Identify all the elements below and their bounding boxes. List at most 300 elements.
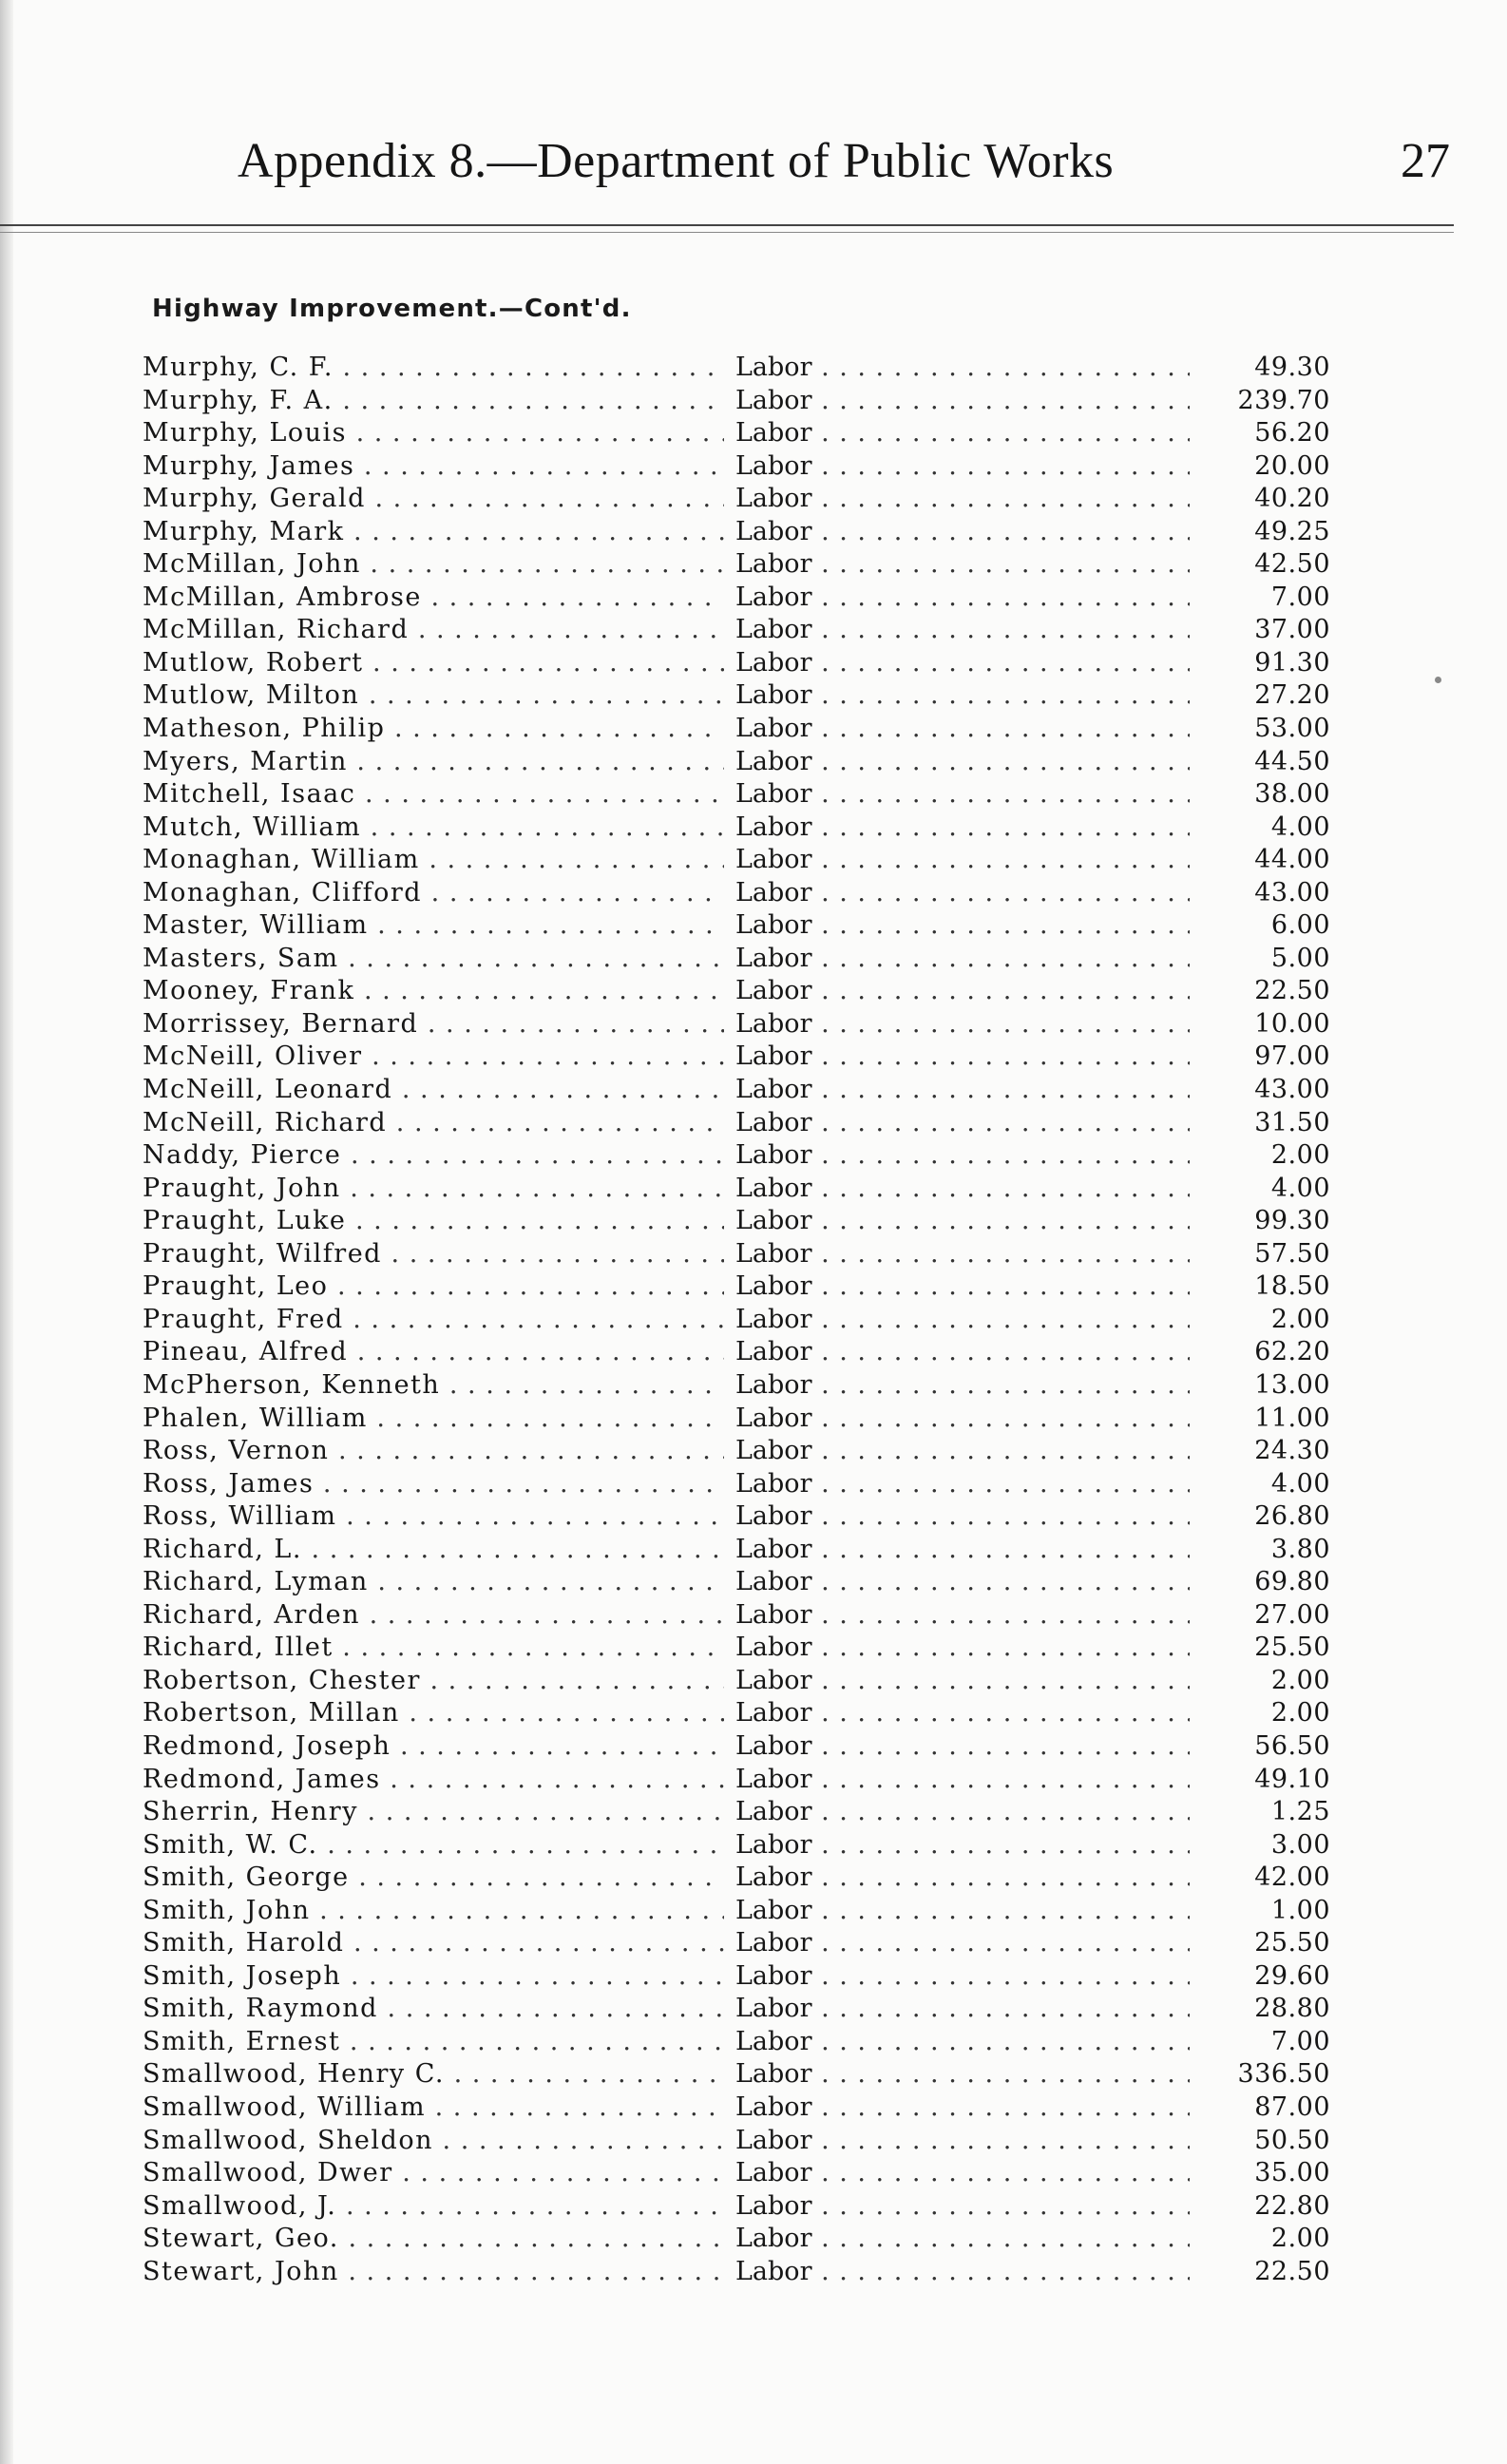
- ledger-row: [143, 352, 1330, 385]
- amount: 25.50: [1190, 1927, 1330, 1960]
- payee-name-cell: [143, 877, 724, 910]
- payee-name: Richard, L. . . .: [143, 1535, 724, 1564]
- ledger-row: [143, 1336, 1330, 1369]
- amount: 49.10: [1190, 1764, 1330, 1797]
- payee-name-cell: [143, 778, 724, 812]
- amount: 13.00: [1190, 1369, 1330, 1403]
- occupation: Labor . . .: [735, 878, 1287, 907]
- amount: 4.00: [1190, 1468, 1330, 1501]
- payee-name: Smallwood, William . . .: [143, 2092, 724, 2122]
- payee-name-cell: [143, 1796, 724, 1829]
- ledger-row: [143, 2256, 1330, 2289]
- payee-name-cell: [143, 2157, 724, 2190]
- payee-name: Smallwood, Dwer . . .: [143, 2158, 724, 2187]
- payee-name-cell: [143, 1008, 724, 1041]
- occupation: Labor . . .: [735, 2027, 1287, 2056]
- occupation: Labor . . .: [735, 1600, 1287, 1630]
- paper-speck: [1435, 677, 1441, 683]
- amount: 99.30: [1190, 1205, 1330, 1238]
- ledger-row: [143, 943, 1330, 976]
- payee-name: Mutlow, Robert . . .: [143, 648, 724, 678]
- ledger-row: [143, 1041, 1330, 1074]
- ledger-row: [143, 1205, 1330, 1238]
- ledger-row: [143, 746, 1330, 779]
- payee-name: Richard, Arden . . .: [143, 1600, 724, 1630]
- ledger-row: [143, 2125, 1330, 2158]
- ledger-row: [143, 385, 1330, 418]
- amount: 1.25: [1190, 1796, 1330, 1829]
- payee-name: Praught, John . . .: [143, 1174, 724, 1203]
- amount: 2.00: [1190, 1304, 1330, 1337]
- payee-name: Smith, George . . .: [143, 1862, 724, 1892]
- payee-name: Praught, Luke . . .: [143, 1206, 724, 1235]
- amount: 22.80: [1190, 2190, 1330, 2224]
- amount: 97.00: [1190, 1041, 1330, 1074]
- ledger-row: [143, 1534, 1330, 1567]
- payee-name-cell: [143, 417, 724, 450]
- payee-name-cell: [143, 746, 724, 779]
- payee-name: Murphy, Gerald . . .: [143, 484, 724, 513]
- binding-edge: [0, 0, 13, 2464]
- payee-name: Smith, Harold . . .: [143, 1928, 724, 1958]
- amount: 2.00: [1190, 1665, 1330, 1698]
- payee-name-cell: [143, 1041, 724, 1074]
- payee-name: Pineau, Alfred . . .: [143, 1337, 724, 1366]
- payee-name-cell: [143, 713, 724, 746]
- payee-name-cell: [143, 1205, 724, 1238]
- ledger-row: [143, 1270, 1330, 1304]
- payee-name-cell: [143, 1862, 724, 1895]
- occupation: Labor . . .: [735, 1961, 1287, 1991]
- payee-name-cell: [143, 1500, 724, 1534]
- payee-name-cell: [143, 1074, 724, 1107]
- ledger-row: [143, 1369, 1330, 1403]
- occupation: Labor . . .: [735, 1567, 1287, 1596]
- payee-name-cell: [143, 647, 724, 680]
- payee-name-cell: [143, 909, 724, 943]
- occupation: Labor . . .: [735, 714, 1287, 743]
- payee-name-cell: [143, 1927, 724, 1960]
- payee-name: Richard, Illet . . .: [143, 1633, 724, 1662]
- occupation: Labor . . .: [735, 1501, 1287, 1531]
- ledger-row: [143, 2223, 1330, 2256]
- amount: 18.50: [1190, 1270, 1330, 1304]
- payee-name: Ross, William . . .: [143, 1501, 724, 1531]
- amount: 11.00: [1190, 1403, 1330, 1436]
- payee-name-cell: [143, 1993, 724, 2026]
- amount: 6.00: [1190, 909, 1330, 943]
- payee-name-cell: [143, 1599, 724, 1633]
- occupation: Labor . . .: [735, 2126, 1287, 2155]
- occupation: Labor . . .: [735, 2158, 1287, 2187]
- ledger-row: [143, 812, 1330, 845]
- amount: 1.00: [1190, 1895, 1330, 1928]
- payee-name: Murphy, C. F. . . .: [143, 353, 724, 382]
- payee-name-cell: [143, 2190, 724, 2224]
- amount: 10.00: [1190, 1008, 1330, 1041]
- payee-name: Praught, Wilfred . . .: [143, 1239, 724, 1269]
- occupation: Labor . . .: [735, 1041, 1287, 1071]
- payee-name-cell: [143, 844, 724, 877]
- payee-name-cell: [143, 1895, 724, 1928]
- payee-name-cell: [143, 2256, 724, 2289]
- payee-name-cell: [143, 1829, 724, 1862]
- amount: 56.50: [1190, 1730, 1330, 1764]
- amount: 5.00: [1190, 943, 1330, 976]
- payee-name: Ross, James . . .: [143, 1469, 724, 1499]
- amount: 22.50: [1190, 975, 1330, 1008]
- amount: 40.20: [1190, 483, 1330, 516]
- payee-name: Smith, John . . .: [143, 1896, 724, 1925]
- ledger-row: [143, 450, 1330, 484]
- payee-name: Master, William . . .: [143, 910, 724, 940]
- payee-name-cell: [143, 2223, 724, 2256]
- ledger-row: [143, 778, 1330, 812]
- ledger-row: [143, 909, 1330, 943]
- payee-name: Smallwood, Henry C. . . .: [143, 2059, 724, 2089]
- ledger-row: [143, 1173, 1330, 1206]
- ledger-row: [143, 1895, 1330, 1928]
- amount: 24.30: [1190, 1435, 1330, 1468]
- payee-name: Murphy, James . . .: [143, 451, 724, 481]
- ledger-row: [143, 1764, 1330, 1797]
- payee-name-cell: [143, 975, 724, 1008]
- payee-name: Murphy, F. A. . . .: [143, 386, 724, 415]
- payee-name: McNeill, Leonard . . .: [143, 1075, 724, 1104]
- payee-name-cell: [143, 1369, 724, 1403]
- payee-name-cell: [143, 1632, 724, 1665]
- amount: 29.60: [1190, 1960, 1330, 1994]
- occupation: Labor . . .: [735, 484, 1287, 513]
- occupation: Labor . . .: [735, 944, 1287, 973]
- payee-name-cell: [143, 1764, 724, 1797]
- running-title: Appendix 8.—Department of Public Works: [238, 134, 1115, 188]
- payee-name: Mooney, Frank . . .: [143, 976, 724, 1005]
- amount: 42.00: [1190, 1862, 1330, 1895]
- amount: 42.50: [1190, 548, 1330, 582]
- ledger-row: [143, 483, 1330, 516]
- header-rule: [0, 224, 1454, 226]
- payee-name-cell: [143, 614, 724, 647]
- ledger-row: [143, 2026, 1330, 2059]
- amount: 50.50: [1190, 2125, 1330, 2158]
- occupation: Labor . . .: [735, 1009, 1287, 1039]
- occupation: Labor . . .: [735, 2191, 1287, 2221]
- page-number: 27: [1401, 134, 1450, 188]
- occupation: Labor . . .: [735, 1666, 1287, 1695]
- amount: 7.00: [1190, 2026, 1330, 2059]
- ledger-row: [143, 1008, 1330, 1041]
- occupation: Labor . . .: [735, 418, 1287, 448]
- occupation: Labor . . .: [735, 353, 1287, 382]
- occupation: Labor . . .: [735, 2092, 1287, 2122]
- payee-name: McPherson, Kenneth . . .: [143, 1370, 724, 1400]
- occupation: Labor . . .: [735, 1469, 1287, 1499]
- ledger-row: [143, 1468, 1330, 1501]
- amount: 38.00: [1190, 778, 1330, 812]
- amount: 43.00: [1190, 1074, 1330, 1107]
- ledger-row: [143, 417, 1330, 450]
- occupation: Labor . . .: [735, 779, 1287, 809]
- amount: 53.00: [1190, 713, 1330, 746]
- payee-name: McNeill, Richard . . .: [143, 1108, 724, 1137]
- payee-name-cell: [143, 450, 724, 484]
- ledger-row: [143, 877, 1330, 910]
- occupation: Labor . . .: [735, 648, 1287, 678]
- occupation: Labor . . .: [735, 583, 1287, 612]
- payee-name-cell: [143, 548, 724, 582]
- occupation: Labor . . .: [735, 1797, 1287, 1826]
- amount: 3.00: [1190, 1829, 1330, 1862]
- occupation: Labor . . .: [735, 1765, 1287, 1794]
- ledger-row: [143, 548, 1330, 582]
- payee-name-cell: [143, 943, 724, 976]
- amount: 26.80: [1190, 1500, 1330, 1534]
- amount: 4.00: [1190, 812, 1330, 845]
- payee-name: Murphy, Louis . . .: [143, 418, 724, 448]
- payee-name-cell: [143, 1336, 724, 1369]
- payee-name: Naddy, Pierce . . .: [143, 1140, 724, 1170]
- payee-name: Robertson, Millan . . .: [143, 1698, 724, 1728]
- payee-name: Myers, Martin . . .: [143, 747, 724, 776]
- amount: 28.80: [1190, 1993, 1330, 2026]
- ledger-row: [143, 614, 1330, 647]
- payee-name-cell: [143, 1270, 724, 1304]
- payee-name-cell: [143, 516, 724, 549]
- amount: 2.00: [1190, 1697, 1330, 1730]
- ledger-row: [143, 1927, 1330, 1960]
- ledger-row: [143, 1665, 1330, 1698]
- amount: 336.50: [1190, 2058, 1330, 2092]
- payee-name-cell: [143, 2026, 724, 2059]
- occupation: Labor . . .: [735, 1206, 1287, 1235]
- payee-name: Smith, Joseph . . .: [143, 1961, 724, 1991]
- payee-name: Monaghan, William . . .: [143, 845, 724, 874]
- payee-name: Redmond, James . . .: [143, 1765, 724, 1794]
- occupation: Labor . . .: [735, 1305, 1287, 1334]
- occupation: Labor . . .: [735, 1731, 1287, 1761]
- amount: 57.50: [1190, 1238, 1330, 1271]
- payee-name-cell: [143, 679, 724, 713]
- ledger-row: [143, 1238, 1330, 1271]
- amount: 27.00: [1190, 1599, 1330, 1633]
- occupation: Labor . . .: [735, 1337, 1287, 1366]
- ledger-row: [143, 713, 1330, 746]
- payee-name: Smallwood, Sheldon . . .: [143, 2126, 724, 2155]
- ledger-row: [143, 516, 1330, 549]
- payee-name-cell: [143, 1697, 724, 1730]
- payee-name-cell: [143, 1238, 724, 1271]
- amount: 43.00: [1190, 877, 1330, 910]
- ledger-row: [143, 1139, 1330, 1173]
- amount: 4.00: [1190, 1173, 1330, 1206]
- payee-name: Matheson, Philip . . .: [143, 714, 724, 743]
- payee-name: Mutch, William . . .: [143, 812, 724, 842]
- ledger-row: [143, 1304, 1330, 1337]
- ledger-row: [143, 1829, 1330, 1862]
- payee-name: McMillan, Richard . . .: [143, 615, 724, 644]
- amount: 25.50: [1190, 1632, 1330, 1665]
- amount: 62.20: [1190, 1336, 1330, 1369]
- occupation: Labor . . .: [735, 910, 1287, 940]
- occupation: Labor . . .: [735, 1436, 1287, 1465]
- ledger-row: [143, 1074, 1330, 1107]
- amount: 49.30: [1190, 352, 1330, 385]
- payee-name-cell: [143, 1468, 724, 1501]
- amount: 22.50: [1190, 2256, 1330, 2289]
- payee-name-cell: [143, 1403, 724, 1436]
- occupation: Labor . . .: [735, 2257, 1287, 2286]
- occupation: Labor . . .: [735, 747, 1287, 776]
- payee-name: Stewart, Geo. . . .: [143, 2224, 724, 2253]
- amount: 7.00: [1190, 582, 1330, 615]
- amount: 3.80: [1190, 1534, 1330, 1567]
- amount: 35.00: [1190, 2157, 1330, 2190]
- ledger-row: [143, 1107, 1330, 1140]
- payee-name-cell: [143, 1173, 724, 1206]
- occupation: Labor . . .: [735, 2224, 1287, 2253]
- payee-name-cell: [143, 812, 724, 845]
- ledger-row: [143, 1697, 1330, 1730]
- ledger-row: [143, 679, 1330, 713]
- payee-name-cell: [143, 1107, 724, 1140]
- payee-name: Smith, Raymond . . .: [143, 1994, 724, 2023]
- ledger-row: [143, 1730, 1330, 1764]
- payee-name-cell: [143, 352, 724, 385]
- occupation: Labor . . .: [735, 2059, 1287, 2089]
- payee-name: Robertson, Chester . . .: [143, 1666, 724, 1695]
- occupation: Labor . . .: [735, 1830, 1287, 1860]
- amount: 37.00: [1190, 614, 1330, 647]
- payee-name-cell: [143, 1665, 724, 1698]
- ledger-row: [143, 975, 1330, 1008]
- ledger-row: [143, 582, 1330, 615]
- payee-name-cell: [143, 1435, 724, 1468]
- occupation: Labor . . .: [735, 386, 1287, 415]
- payee-name: Praught, Fred . . .: [143, 1305, 724, 1334]
- payee-name: McMillan, John . . .: [143, 549, 724, 579]
- occupation: Labor . . .: [735, 1633, 1287, 1662]
- amount: 27.20: [1190, 679, 1330, 713]
- occupation: Labor . . .: [735, 1370, 1287, 1400]
- ledger-row: [143, 1599, 1330, 1633]
- amount: 2.00: [1190, 1139, 1330, 1173]
- occupation: Labor . . .: [735, 549, 1287, 579]
- amount: 44.00: [1190, 844, 1330, 877]
- occupation: Labor . . .: [735, 1174, 1287, 1203]
- payee-name: Praught, Leo . . .: [143, 1271, 724, 1301]
- occupation: Labor . . .: [735, 1404, 1287, 1433]
- amount: 31.50: [1190, 1107, 1330, 1140]
- header-rule-thin: [0, 232, 1454, 233]
- payee-name: Smith, Ernest . . .: [143, 2027, 724, 2056]
- amount: 49.25: [1190, 516, 1330, 549]
- ledger-row: [143, 1862, 1330, 1895]
- payee-name: Richard, Lyman . . .: [143, 1567, 724, 1596]
- ledger-row: [143, 1500, 1330, 1534]
- occupation: Labor . . .: [735, 976, 1287, 1005]
- ledger-row: [143, 1632, 1330, 1665]
- occupation: Labor . . .: [735, 517, 1287, 546]
- ledger-row: [143, 844, 1330, 877]
- occupation: Labor . . .: [735, 812, 1287, 842]
- ledger-row: [143, 1566, 1330, 1599]
- payee-name: Masters, Sam . . .: [143, 944, 724, 973]
- amount: 87.00: [1190, 2092, 1330, 2125]
- payee-name-cell: [143, 1566, 724, 1599]
- occupation: Labor . . .: [735, 1928, 1287, 1958]
- occupation: Labor . . .: [735, 1862, 1287, 1892]
- payee-name: McMillan, Ambrose . . .: [143, 583, 724, 612]
- payee-name-cell: [143, 1304, 724, 1337]
- payee-name: Smallwood, J. . . .: [143, 2191, 724, 2221]
- ledger-row: [143, 1796, 1330, 1829]
- amount: 44.50: [1190, 746, 1330, 779]
- ledger-row: [143, 1960, 1330, 1994]
- ledger-row: [143, 1403, 1330, 1436]
- ledger-row: [143, 2092, 1330, 2125]
- ledger-row: [143, 2157, 1330, 2190]
- payee-name-cell: [143, 1730, 724, 1764]
- payee-name: Ross, Vernon . . .: [143, 1436, 724, 1465]
- payee-name: Smith, W. C. . . .: [143, 1830, 724, 1860]
- amount: 91.30: [1190, 647, 1330, 680]
- payee-name-cell: [143, 2125, 724, 2158]
- running-head: [238, 133, 1450, 200]
- amount: 2.00: [1190, 2223, 1330, 2256]
- payee-name-cell: [143, 483, 724, 516]
- occupation: Labor . . .: [735, 1108, 1287, 1137]
- amount: 69.80: [1190, 1566, 1330, 1599]
- payee-name: Mutlow, Milton . . .: [143, 680, 724, 710]
- occupation: Labor . . .: [735, 680, 1287, 710]
- ledger-row: [143, 1993, 1330, 2026]
- amount: 239.70: [1190, 385, 1330, 418]
- payee-name: Phalen, William . . .: [143, 1404, 724, 1433]
- payee-name: Redmond, Joseph . . .: [143, 1731, 724, 1761]
- payee-name: Mitchell, Isaac . . .: [143, 779, 724, 809]
- ledger-row: [143, 2190, 1330, 2224]
- payee-name: Stewart, John . . .: [143, 2257, 724, 2286]
- ledger-row: [143, 1435, 1330, 1468]
- occupation: Labor . . .: [735, 1140, 1287, 1170]
- occupation: Labor . . .: [735, 1239, 1287, 1269]
- ledger-row: [143, 647, 1330, 680]
- payee-name-cell: [143, 1139, 724, 1173]
- payee-name-cell: [143, 2092, 724, 2125]
- payee-name: Sherrin, Henry . . .: [143, 1797, 724, 1826]
- payee-name: Morrissey, Bernard . . .: [143, 1009, 724, 1039]
- payee-name-cell: [143, 385, 724, 418]
- occupation: Labor . . .: [735, 615, 1287, 644]
- payee-name: McNeill, Oliver . . .: [143, 1041, 724, 1071]
- payee-name: Monaghan, Clifford . . .: [143, 878, 724, 907]
- ledger-row: [143, 2058, 1330, 2092]
- section-heading: Highway Improvement.—Cont'd.: [152, 295, 632, 323]
- occupation: Labor . . .: [735, 451, 1287, 481]
- payee-name-cell: [143, 1960, 724, 1994]
- occupation: Labor . . .: [735, 1271, 1287, 1301]
- payee-name-cell: [143, 1534, 724, 1567]
- amount: 20.00: [1190, 450, 1330, 484]
- occupation: Labor . . .: [735, 1535, 1287, 1564]
- occupation: Labor . . .: [735, 1896, 1287, 1925]
- occupation: Labor . . .: [735, 1075, 1287, 1104]
- payee-name: Murphy, Mark . . .: [143, 517, 724, 546]
- occupation: Labor . . .: [735, 1698, 1287, 1728]
- payee-name-cell: [143, 2058, 724, 2092]
- amount: 56.20: [1190, 417, 1330, 450]
